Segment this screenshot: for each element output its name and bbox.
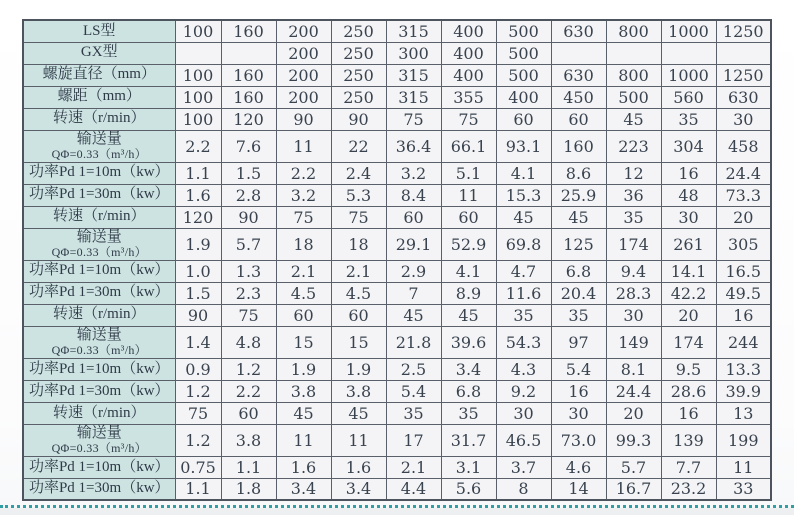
table-row — [23, 402, 771, 424]
spec-cell: 3.4 — [441, 358, 496, 380]
row-label-text: 功率Pd 1=10m（kw） — [28, 458, 170, 475]
spec-cell: 9.4 — [606, 260, 661, 282]
spec-cell: 28.3 — [606, 282, 661, 304]
table-row — [23, 130, 771, 162]
spec-cell: 22 — [331, 130, 386, 162]
row-label-text: 转速（r/min） — [53, 208, 146, 225]
spec-cell: 200 — [276, 20, 331, 42]
spec-cell: 1.5 — [175, 282, 221, 304]
spec-cell: 60 — [276, 304, 331, 326]
spec-cell: 1000 — [661, 20, 716, 42]
spec-cell: 5.4 — [551, 358, 606, 380]
page-bottom-strip — [0, 508, 794, 515]
row-label-text: 功率Pd 1=30m（kw） — [28, 382, 170, 399]
row-label — [23, 304, 175, 326]
spec-cell: 6.8 — [551, 260, 606, 282]
spec-cell — [606, 42, 661, 64]
spec-cell: 24.4 — [606, 380, 661, 402]
spec-cell: 75 — [331, 206, 386, 228]
spec-cell: 400 — [441, 64, 496, 86]
spec-cell: 69.8 — [496, 228, 551, 260]
spec-cell: 1.5 — [221, 162, 276, 184]
spec-cell: 0.9 — [175, 358, 221, 380]
spec-cell: 28.6 — [661, 380, 716, 402]
spec-cell: 1.2 — [175, 424, 221, 456]
row-label-text: 螺距（mm） — [57, 88, 141, 105]
spec-cell: 1.9 — [276, 358, 331, 380]
spec-cell: 8.1 — [606, 358, 661, 380]
spec-cell: 16.5 — [716, 260, 771, 282]
row-label-text: 功率Pd 1=30m（kw） — [28, 186, 170, 203]
spec-cell: 75 — [386, 108, 441, 130]
spec-cell: 200 — [276, 42, 331, 64]
table-row — [23, 228, 771, 260]
row-label — [23, 260, 175, 282]
row-label — [23, 282, 175, 304]
spec-cell: 149 — [606, 326, 661, 358]
table-row — [23, 282, 771, 304]
spec-cell: 73.3 — [716, 184, 771, 206]
spec-cell: 250 — [331, 86, 386, 108]
spec-cell: 458 — [716, 130, 771, 162]
spec-cell: 1000 — [661, 64, 716, 86]
table-row — [23, 380, 771, 402]
table-row — [23, 162, 771, 184]
spec-cell: 35 — [661, 108, 716, 130]
table-row — [23, 64, 771, 86]
spec-cell: 630 — [551, 64, 606, 86]
row-label-text: 转速（r/min） — [53, 404, 146, 421]
spec-cell: 250 — [331, 42, 386, 64]
spec-cell: 60 — [221, 402, 276, 424]
spec-cell: 93.1 — [496, 130, 551, 162]
row-label — [23, 228, 175, 260]
spec-cell: 15 — [331, 326, 386, 358]
spec-cell: 1.3 — [221, 260, 276, 282]
spec-cell: 1.1 — [175, 478, 221, 500]
table-row — [23, 20, 771, 42]
spec-cell: 2.4 — [331, 162, 386, 184]
spec-cell: 45 — [386, 304, 441, 326]
row-label — [23, 42, 175, 64]
spec-cell: 630 — [551, 20, 606, 42]
spec-cell: 90 — [221, 206, 276, 228]
spec-cell: 97 — [551, 326, 606, 358]
spec-cell: 5.7 — [606, 456, 661, 478]
spec-cell: 75 — [441, 108, 496, 130]
row-label-text: 转速（r/min） — [53, 306, 146, 323]
table-row — [23, 456, 771, 478]
spec-cell: 261 — [661, 228, 716, 260]
spec-cell: 18 — [276, 228, 331, 260]
spec-cell: 45 — [496, 206, 551, 228]
spec-cell: 36 — [606, 184, 661, 206]
spec-cell: 3.8 — [331, 380, 386, 402]
spec-cell: 3.1 — [441, 456, 496, 478]
spec-cell: 1250 — [716, 20, 771, 42]
spec-cell: 120 — [175, 206, 221, 228]
table-row — [23, 326, 771, 358]
spec-cell: 200 — [276, 86, 331, 108]
spec-cell: 2.3 — [221, 282, 276, 304]
spec-cell: 500 — [496, 42, 551, 64]
spec-cell: 1250 — [716, 64, 771, 86]
spec-cell: 5.1 — [441, 162, 496, 184]
spec-cell: 450 — [551, 86, 606, 108]
spec-cell: 3.2 — [276, 184, 331, 206]
spec-cell: 11.6 — [496, 282, 551, 304]
spec-cell: 13.3 — [716, 358, 771, 380]
spec-cell: 1.2 — [221, 358, 276, 380]
spec-cell: 100 — [175, 20, 221, 42]
row-label-text: 螺旋直径（mm） — [42, 66, 156, 83]
spec-cell: 46.5 — [496, 424, 551, 456]
spec-cell: 2.1 — [331, 260, 386, 282]
spec-cell: 4.5 — [276, 282, 331, 304]
spec-cell: 3.8 — [221, 424, 276, 456]
spec-cell: 31.7 — [441, 424, 496, 456]
row-label — [23, 130, 175, 162]
spec-cell: 25.9 — [551, 184, 606, 206]
row-label — [23, 108, 175, 130]
spec-cell: 2.8 — [221, 184, 276, 206]
row-label — [23, 64, 175, 86]
spec-cell: 400 — [441, 20, 496, 42]
row-label — [23, 478, 175, 500]
spec-cell: 16 — [551, 380, 606, 402]
spec-cell: 3.4 — [331, 478, 386, 500]
spec-cell: 15 — [276, 326, 331, 358]
table-row — [23, 184, 771, 206]
spec-cell: 13 — [716, 402, 771, 424]
spec-cell: 73.0 — [551, 424, 606, 456]
spec-table — [22, 19, 772, 501]
row-label — [23, 402, 175, 424]
spec-cell: 39.9 — [716, 380, 771, 402]
spec-cell: 305 — [716, 228, 771, 260]
spec-cell: 120 — [221, 108, 276, 130]
spec-cell: 60 — [551, 108, 606, 130]
spec-cell: 45 — [441, 304, 496, 326]
spec-cell: 30 — [496, 402, 551, 424]
spec-cell: 3.7 — [496, 456, 551, 478]
row-label — [23, 326, 175, 358]
spec-cell: 14.1 — [661, 260, 716, 282]
spec-cell: 300 — [386, 42, 441, 64]
spec-cell: 45 — [606, 108, 661, 130]
spec-cell: 1.8 — [221, 478, 276, 500]
spec-cell: 6.8 — [441, 380, 496, 402]
spec-cell: 100 — [175, 108, 221, 130]
spec-cell: 2.9 — [386, 260, 441, 282]
spec-cell: 20 — [716, 206, 771, 228]
spec-cell: 23.2 — [661, 478, 716, 500]
spec-cell: 250 — [331, 64, 386, 86]
spec-cell: 90 — [175, 304, 221, 326]
spec-cell: 7.7 — [661, 456, 716, 478]
spec-cell: 20 — [606, 402, 661, 424]
row-label-text: 功率Pd 1=30m（kw） — [28, 480, 170, 497]
spec-cell — [661, 42, 716, 64]
row-label-text: 输送量 — [76, 424, 122, 441]
spec-cell: 139 — [661, 424, 716, 456]
spec-cell: 5.7 — [221, 228, 276, 260]
spec-cell: 1.0 — [175, 260, 221, 282]
spec-cell: 8.9 — [441, 282, 496, 304]
spec-cell: 11 — [276, 424, 331, 456]
spec-cell: 4.6 — [551, 456, 606, 478]
spec-cell: 5.3 — [331, 184, 386, 206]
spec-cell: 16.7 — [606, 478, 661, 500]
row-label-text: 输送量 — [76, 130, 122, 147]
spec-cell: 16 — [661, 402, 716, 424]
spec-cell: 160 — [221, 64, 276, 86]
spec-cell: 39.6 — [441, 326, 496, 358]
row-label-text: 功率Pd 1=10m（kw） — [28, 360, 170, 377]
spec-cell — [716, 42, 771, 64]
spec-cell: 30 — [551, 402, 606, 424]
table-row — [23, 478, 771, 500]
spec-cell: 174 — [661, 326, 716, 358]
row-label — [23, 162, 175, 184]
spec-cell: 1.6 — [276, 456, 331, 478]
spec-cell: 1.2 — [175, 380, 221, 402]
spec-cell: 2.2 — [221, 380, 276, 402]
table-row — [23, 304, 771, 326]
table-row — [23, 260, 771, 282]
spec-cell: 30 — [606, 304, 661, 326]
row-label-text: 功率Pd 1=30m（kw） — [28, 284, 170, 301]
row-label-subtext: QΦ=0.33（m³/h） — [51, 146, 147, 161]
spec-cell: 42.2 — [661, 282, 716, 304]
row-label-text: 功率Pd 1=10m（kw） — [28, 164, 170, 181]
spec-cell: 125 — [551, 228, 606, 260]
spec-cell: 0.75 — [175, 456, 221, 478]
spec-cell: 60 — [386, 206, 441, 228]
spec-cell: 99.3 — [606, 424, 661, 456]
spec-cell: 66.1 — [441, 130, 496, 162]
spec-cell: 4.5 — [331, 282, 386, 304]
spec-cell: 52.9 — [441, 228, 496, 260]
spec-cell: 1.9 — [175, 228, 221, 260]
spec-cell: 4.1 — [496, 162, 551, 184]
row-label-text: LS型 — [82, 22, 116, 39]
spec-cell: 1.1 — [221, 456, 276, 478]
spec-cell: 160 — [551, 130, 606, 162]
spec-cell: 100 — [175, 86, 221, 108]
spec-cell — [551, 42, 606, 64]
spec-cell: 35 — [441, 402, 496, 424]
spec-cell: 36.4 — [386, 130, 441, 162]
spec-cell: 3.8 — [276, 380, 331, 402]
spec-cell: 9.5 — [661, 358, 716, 380]
spec-cell: 60 — [441, 206, 496, 228]
spec-cell: 250 — [331, 20, 386, 42]
spec-cell: 4.8 — [221, 326, 276, 358]
spec-cell: 5.6 — [441, 478, 496, 500]
row-label — [23, 358, 175, 380]
spec-cell — [221, 42, 276, 64]
spec-cell: 560 — [661, 86, 716, 108]
spec-cell: 14 — [551, 478, 606, 500]
spec-cell: 315 — [386, 86, 441, 108]
spec-cell: 17 — [386, 424, 441, 456]
spec-cell: 3.4 — [276, 478, 331, 500]
spec-cell: 315 — [386, 20, 441, 42]
spec-cell: 1.9 — [331, 358, 386, 380]
spec-cell: 1.6 — [331, 456, 386, 478]
spec-cell: 21.8 — [386, 326, 441, 358]
spec-cell: 4.1 — [441, 260, 496, 282]
spec-cell: 9.2 — [496, 380, 551, 402]
spec-cell: 29.1 — [386, 228, 441, 260]
spec-cell: 11 — [441, 184, 496, 206]
row-label — [23, 86, 175, 108]
spec-cell: 60 — [331, 304, 386, 326]
row-label-subtext: QΦ=0.33（m³/h） — [51, 342, 147, 357]
spec-cell: 174 — [606, 228, 661, 260]
spec-cell: 500 — [606, 86, 661, 108]
row-label — [23, 184, 175, 206]
spec-cell: 4.7 — [496, 260, 551, 282]
spec-cell: 3.2 — [386, 162, 441, 184]
spec-cell: 200 — [276, 64, 331, 86]
spec-cell: 4.3 — [496, 358, 551, 380]
spec-cell: 4.4 — [386, 478, 441, 500]
spec-cell: 400 — [441, 42, 496, 64]
spec-cell: 35 — [496, 304, 551, 326]
spec-cell: 18 — [331, 228, 386, 260]
table-row — [23, 424, 771, 456]
row-label-text: 输送量 — [76, 228, 122, 245]
spec-cell: 90 — [331, 108, 386, 130]
spec-cell: 16 — [716, 304, 771, 326]
spec-cell: 75 — [221, 304, 276, 326]
spec-cell: 45 — [331, 402, 386, 424]
table-row — [23, 86, 771, 108]
spec-cell: 16 — [661, 162, 716, 184]
table-row — [23, 42, 771, 64]
table-row — [23, 358, 771, 380]
spec-cell: 199 — [716, 424, 771, 456]
spec-cell: 500 — [496, 64, 551, 86]
spec-cell — [175, 42, 221, 64]
spec-cell: 35 — [551, 304, 606, 326]
spec-cell: 1.4 — [175, 326, 221, 358]
spec-cell: 8 — [496, 478, 551, 500]
spec-cell: 800 — [606, 64, 661, 86]
spec-cell: 244 — [716, 326, 771, 358]
spec-cell: 400 — [496, 86, 551, 108]
spec-cell: 33 — [716, 478, 771, 500]
spec-cell: 315 — [386, 64, 441, 86]
spec-cell: 8.6 — [551, 162, 606, 184]
spec-cell: 45 — [551, 206, 606, 228]
spec-cell: 304 — [661, 130, 716, 162]
spec-cell: 12 — [606, 162, 661, 184]
spec-cell: 1.6 — [175, 184, 221, 206]
row-label-text: GX型 — [80, 44, 118, 61]
spec-cell: 2.1 — [386, 456, 441, 478]
spec-cell: 30 — [716, 108, 771, 130]
row-label — [23, 206, 175, 228]
spec-cell: 160 — [221, 20, 276, 42]
spec-cell: 630 — [716, 86, 771, 108]
spec-cell: 223 — [606, 130, 661, 162]
spec-cell: 2.5 — [386, 358, 441, 380]
spec-cell: 20 — [661, 304, 716, 326]
spec-cell: 100 — [175, 64, 221, 86]
spec-cell: 800 — [606, 20, 661, 42]
spec-cell: 45 — [276, 402, 331, 424]
spec-table-container — [22, 19, 772, 501]
spec-cell: 90 — [276, 108, 331, 130]
spec-cell: 30 — [661, 206, 716, 228]
table-row — [23, 206, 771, 228]
row-label — [23, 424, 175, 456]
spec-cell: 11 — [331, 424, 386, 456]
row-label-text: 输送量 — [76, 326, 122, 343]
spec-cell: 2.1 — [276, 260, 331, 282]
row-label — [23, 456, 175, 478]
row-label-text: 功率Pd 1=10m（kw） — [28, 262, 170, 279]
spec-cell: 5.4 — [386, 380, 441, 402]
spec-cell: 54.3 — [496, 326, 551, 358]
spec-cell: 1.1 — [175, 162, 221, 184]
row-label-subtext: QΦ=0.33（m³/h） — [51, 244, 147, 259]
spec-cell: 7.6 — [221, 130, 276, 162]
spec-cell: 500 — [496, 20, 551, 42]
spec-cell: 24.4 — [716, 162, 771, 184]
spec-cell: 7 — [386, 282, 441, 304]
spec-cell: 75 — [276, 206, 331, 228]
spec-cell: 75 — [175, 402, 221, 424]
spec-cell: 35 — [606, 206, 661, 228]
spec-cell: 60 — [496, 108, 551, 130]
spec-cell: 20.4 — [551, 282, 606, 304]
spec-cell: 15.3 — [496, 184, 551, 206]
spec-cell: 2.2 — [276, 162, 331, 184]
spec-cell: 11 — [716, 456, 771, 478]
table-row — [23, 108, 771, 130]
row-label — [23, 20, 175, 42]
spec-cell: 11 — [276, 130, 331, 162]
spec-cell: 355 — [441, 86, 496, 108]
spec-cell: 35 — [386, 402, 441, 424]
spec-cell: 8.4 — [386, 184, 441, 206]
row-label-text: 转速（r/min） — [53, 110, 146, 127]
row-label — [23, 380, 175, 402]
spec-cell: 2.2 — [175, 130, 221, 162]
spec-cell: 49.5 — [716, 282, 771, 304]
spec-cell: 48 — [661, 184, 716, 206]
row-label-subtext: QΦ=0.33（m³/h） — [51, 440, 147, 455]
spec-cell: 160 — [221, 86, 276, 108]
